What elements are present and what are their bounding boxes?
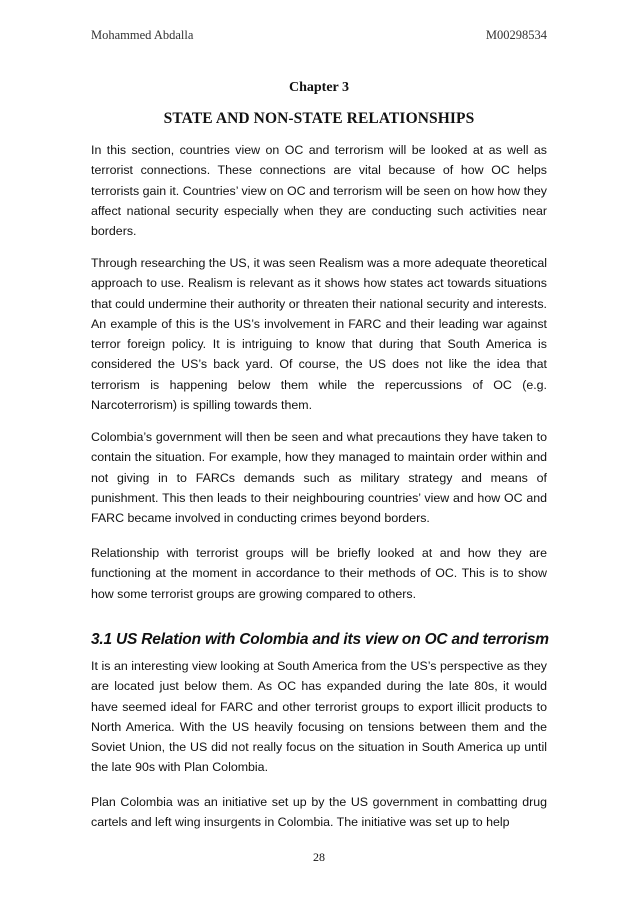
page-number: 28 <box>313 850 325 864</box>
student-id: M00298534 <box>485 28 547 42</box>
paragraph-terrorist-groups: Relationship with terrorist groups will be briefly looked at and how they are functioning at the moment in accordance to their methods of OC. This is to show how some terrorist groups are growing compared to others. <box>91 546 547 601</box>
paragraph-intro: In this section, countries view on OC and terrorism will be looked at as well as terrorist connections. These connections are vital because of how OC helps terrorists gain it. Countries’ view on OC and terrorism will be seen on how how they affect national security especially when they are conducting such activities near borders. <box>91 143 547 239</box>
paragraph-plan-colombia: Plan Colombia was an initiative set up by the US government in combatting drug cartels and left wing insurgents in Colombia. The initiative was set up to help <box>91 795 547 830</box>
chapter-title: STATE AND NON-STATE RELATIONSHIPS <box>163 110 475 127</box>
author-name: Mohammed Abdalla <box>91 28 194 42</box>
section-heading: 3.1 US Relation with Colombia and its view on OC and terrorism <box>91 631 549 648</box>
paragraph-us-perspective: It is an interesting view looking at South America from the US’s perspective as they are located just below them. As OC has expanded during the late 80s, it would have seemed ideal for FARC and other terrorist groups to export illicit products to North America. With the US heavily focusing on tensions between them and the Soviet Union, the US did not really focus on the situation in South America up until the late 90s with Plan Colombia. <box>91 659 547 775</box>
chapter-label: Chapter 3 <box>288 80 350 95</box>
paragraph-us-realism: Through researching the US, it was seen Realism was a more adequate theoretical approach to use. Realism is relevant as it shows how states act towards situations that could undermine their authority or threaten their national security and interests. An example of this is the US’s involvement in FARC and their leading war against terror foreign policy. It is intriguing to know that during that South America is considered the US’s back yard. Of course, the US does not like the idea that terrorism is happening below them while the repercussions of OC (e.g. Narcoterrorism) is spilling towards them. <box>91 256 547 413</box>
paragraph-colombia-government: Colombia’s government will then be seen and what precautions they have taken to contain the situation. For example, how they managed to maintain order within and not giving in to FARCs demands such as military strategy and means of punishment. This then leads to their neighbouring countries’ view and how OC and FARC became involved in conducting crimes beyond borders. <box>91 430 547 526</box>
